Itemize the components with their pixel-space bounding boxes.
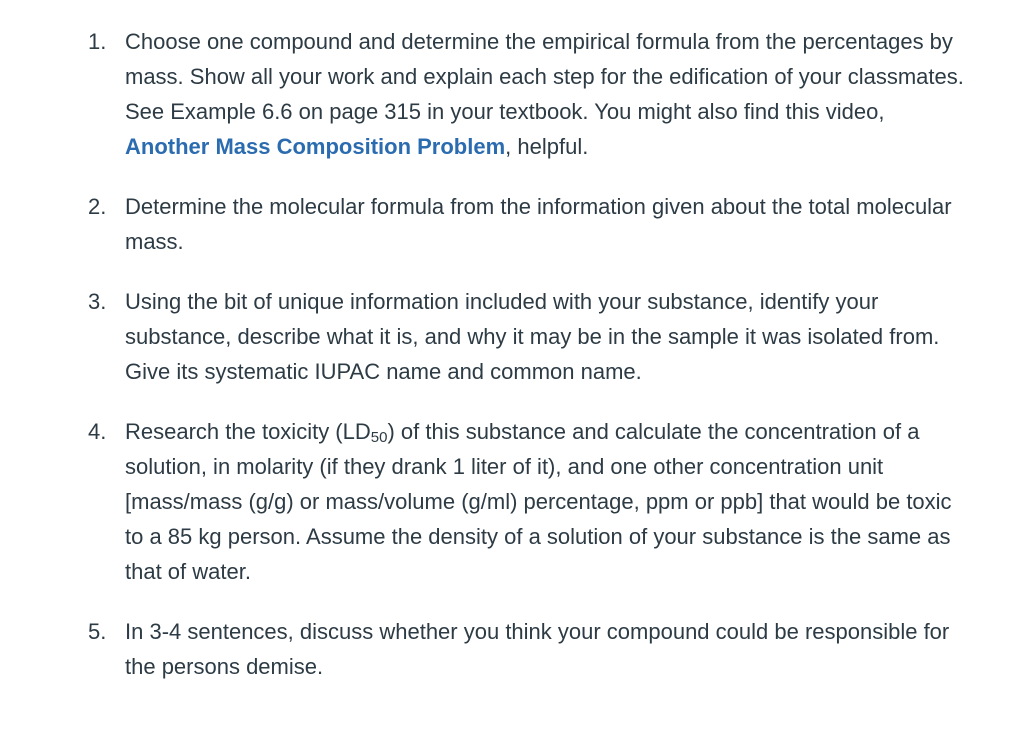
item-text-end: ) of this substance and calculate the concentration of a solution, in molarity (if they drank 1 liter of it), and one other concentration unit [mass/mass (g/g) or mass/volume (g/ml) percentage, ppm or ppb] that would be toxic to a 85 kg person. Assume the density of a solution of your substance is the same as that of water. xyxy=(125,419,952,584)
list-item-3 xyxy=(88,284,968,389)
item-number: 4. xyxy=(88,419,107,444)
item-number: 2. xyxy=(88,194,107,219)
item-text: Choose one compound and determine the empirical formula from the percentages by mass. Show all your work and explain each step for the edification of your classmates. See Example 6.6 on page 315 in your textbook. You might also find this video, xyxy=(125,29,964,124)
list-item-2 xyxy=(88,189,968,259)
list-item-5 xyxy=(88,614,968,684)
item-text: Determine the molecular formula from the information given about the total molecular mass. xyxy=(125,194,952,254)
item-text-end: , helpful. xyxy=(505,134,589,159)
item-number: 3. xyxy=(88,289,107,314)
list-item-1 xyxy=(88,24,968,164)
item-text: Using the bit of unique information included with your substance, identify your substance, describe what it is, and why it may be in the sample it was isolated from. Give its systematic IUPAC name and common name. xyxy=(125,289,940,384)
video-link[interactable]: Another Mass Composition Problem xyxy=(125,134,506,159)
item-number: 5. xyxy=(88,619,107,644)
ld50-subscript: 50 xyxy=(370,429,388,446)
item-text: Research the toxicity (LD xyxy=(125,419,371,444)
instructions-list xyxy=(88,24,968,684)
item-text: In 3-4 sentences, discuss whether you think your compound could be responsible for the persons demise. xyxy=(125,619,950,679)
item-number: 1. xyxy=(88,29,107,54)
list-item-4 xyxy=(88,414,968,589)
